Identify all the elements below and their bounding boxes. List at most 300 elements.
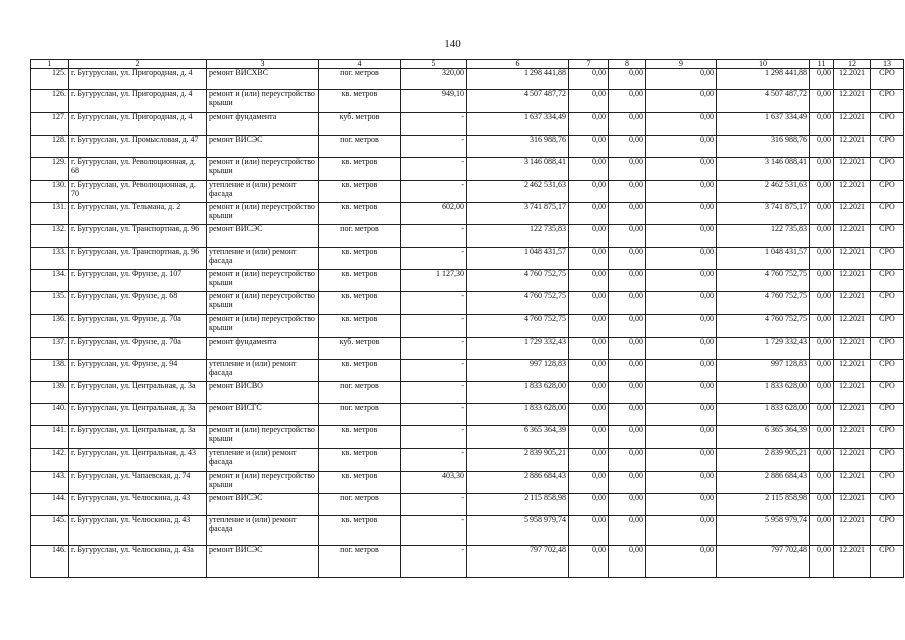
fund-cell: 0,00 [609,426,646,449]
fund-cell: 0,00 [609,203,646,225]
unit-cell: кв. метров [319,270,401,292]
total-cost-cell: 5 958 979,74 [467,516,569,546]
method-cell: СРО [871,203,904,225]
fund-cell: 0,00 [810,546,834,578]
row-number: 131. [31,203,69,225]
deadline-cell: 12.2021 [834,315,871,338]
method-cell: СРО [871,546,904,578]
method-cell: СРО [871,270,904,292]
fund-cell: 0,00 [646,203,717,225]
deadline-cell: 12.2021 [834,404,871,426]
total-cost-cell: 1 833 628,00 [467,404,569,426]
unit-cell: пог. метров [319,136,401,158]
page-number: 140 [444,38,461,50]
total-cost-cell: 4 507 487,72 [467,90,569,113]
fund-cell: 0,00 [810,516,834,546]
address-cell: г. Бугуруслан, ул. Транспортная, д. 96 [69,248,207,270]
unit-cell: кв. метров [319,360,401,382]
quantity-cell: 403,30 [401,472,467,494]
deadline-cell: 12.2021 [834,248,871,270]
column-header: 10 [717,60,810,69]
fund-cell: 0,00 [569,382,609,404]
fund-cell: 0,00 [646,270,717,292]
total-cost-cell: 3 741 875,17 [467,203,569,225]
row-number: 137. [31,338,69,360]
fund-cell: 0,00 [609,494,646,516]
total-cost-cell: 6 365 364,39 [467,426,569,449]
table-row [31,315,904,338]
row-number: 134. [31,270,69,292]
fund-cell: 0,00 [609,360,646,382]
address-cell: г. Бугуруслан, ул. Центральная, д. 3а [69,404,207,426]
deadline-cell: 12.2021 [834,90,871,113]
work-type-cell: утепление и (или) ремонт фасада [207,360,319,382]
work-type-cell: утепление и (или) ремонт фасада [207,181,319,203]
fund-cell: 0,00 [810,426,834,449]
deadline-cell: 12.2021 [834,136,871,158]
row-number: 127. [31,113,69,136]
work-type-cell: ремонт фундамента [207,113,319,136]
fund-cell: 0,00 [810,382,834,404]
unit-cell: куб. метров [319,113,401,136]
total-cost-cell: 4 760 752,75 [467,315,569,338]
work-type-cell: ремонт и (или) переустройство крыши [207,426,319,449]
column-header: 8 [609,60,646,69]
deadline-cell: 12.2021 [834,69,871,90]
unit-cell: кв. метров [319,90,401,113]
owner-funds-cell: 1 048 431,57 [717,248,810,270]
fund-cell: 0,00 [810,136,834,158]
address-cell: г. Бугуруслан, ул. Пригородная, д. 4 [69,69,207,90]
deadline-cell: 12.2021 [834,360,871,382]
fund-cell: 0,00 [646,225,717,248]
fund-cell: 0,00 [569,181,609,203]
unit-cell: кв. метров [319,315,401,338]
owner-funds-cell: 1 833 628,00 [717,404,810,426]
work-type-cell: ремонт и (или) переустройство крыши [207,90,319,113]
fund-cell: 0,00 [646,360,717,382]
method-cell: СРО [871,404,904,426]
fund-cell: 0,00 [646,158,717,181]
unit-cell: пог. метров [319,546,401,578]
fund-cell: 0,00 [569,360,609,382]
fund-cell: 0,00 [609,136,646,158]
quantity-cell: - [401,449,467,472]
unit-cell: кв. метров [319,292,401,315]
fund-cell: 0,00 [810,360,834,382]
table-row [31,360,904,382]
address-cell: г. Бугуруслан, ул. Пригородная, д. 4 [69,113,207,136]
deadline-cell: 12.2021 [834,225,871,248]
fund-cell: 0,00 [569,426,609,449]
table-row [31,449,904,472]
total-cost-cell: 1 048 431,57 [467,248,569,270]
owner-funds-cell: 3 146 088,41 [717,158,810,181]
row-number: 136. [31,315,69,338]
fund-cell: 0,00 [569,248,609,270]
total-cost-cell: 2 462 531,63 [467,181,569,203]
address-cell: г. Бугуруслан, ул. Тельмана, д. 2 [69,203,207,225]
owner-funds-cell: 6 365 364,39 [717,426,810,449]
table-row [31,292,904,315]
row-number: 133. [31,248,69,270]
owner-funds-cell: 2 115 858,98 [717,494,810,516]
deadline-cell: 12.2021 [834,546,871,578]
unit-cell: кв. метров [319,248,401,270]
column-header: 12 [834,60,871,69]
fund-cell: 0,00 [609,472,646,494]
unit-cell: кв. метров [319,203,401,225]
quantity-cell: 1 127,30 [401,270,467,292]
owner-funds-cell: 122 735,83 [717,225,810,248]
method-cell: СРО [871,248,904,270]
row-number: 126. [31,90,69,113]
fund-cell: 0,00 [810,494,834,516]
total-cost-cell: 2 839 905,21 [467,449,569,472]
column-header: 9 [646,60,717,69]
row-number: 142. [31,449,69,472]
fund-cell: 0,00 [569,69,609,90]
unit-cell: кв. метров [319,449,401,472]
work-type-cell: ремонт ВИСВО [207,382,319,404]
address-cell: г. Бугуруслан, ул. Фрунзе, д. 70а [69,315,207,338]
fund-cell: 0,00 [609,69,646,90]
fund-cell: 0,00 [609,270,646,292]
quantity-cell: 320,00 [401,69,467,90]
row-number: 130. [31,181,69,203]
address-cell: г. Бугуруслан, ул. Революционная, д. 70 [69,181,207,203]
fund-cell: 0,00 [609,181,646,203]
fund-cell: 0,00 [646,449,717,472]
unit-cell: пог. метров [319,225,401,248]
table-row [31,158,904,181]
fund-cell: 0,00 [810,203,834,225]
total-cost-cell: 1 833 628,00 [467,382,569,404]
unit-cell: пог. метров [319,404,401,426]
table-row [31,270,904,292]
quantity-cell: - [401,315,467,338]
quantity-cell: - [401,360,467,382]
method-cell: СРО [871,90,904,113]
table-body [31,69,904,578]
table-row [31,69,904,90]
work-type-cell: ремонт и (или) переустройство крыши [207,158,319,181]
total-cost-cell: 316 988,76 [467,136,569,158]
address-cell: г. Бугуруслан, ул. Челюскина, д. 43а [69,546,207,578]
address-cell: г. Бугуруслан, ул. Пригородная, д. 4 [69,90,207,113]
row-number: 135. [31,292,69,315]
address-cell: г. Бугуруслан, ул. Челюскина, д. 43 [69,516,207,546]
owner-funds-cell: 1 637 334,49 [717,113,810,136]
column-header: 7 [569,60,609,69]
address-cell: г. Бугуруслан, ул. Революционная, д. 68 [69,158,207,181]
row-number: 138. [31,360,69,382]
fund-cell: 0,00 [810,270,834,292]
table-row [31,203,904,225]
method-cell: СРО [871,382,904,404]
table-row [31,181,904,203]
fund-cell: 0,00 [646,472,717,494]
fund-cell: 0,00 [810,315,834,338]
column-number-header [31,60,904,69]
fund-cell: 0,00 [810,472,834,494]
fund-cell: 0,00 [810,404,834,426]
method-cell: СРО [871,472,904,494]
fund-cell: 0,00 [810,69,834,90]
fund-cell: 0,00 [646,516,717,546]
fund-cell: 0,00 [646,338,717,360]
address-cell: г. Бугуруслан, ул. Центральная, д. 3а [69,426,207,449]
quantity-cell: - [401,426,467,449]
fund-cell: 0,00 [569,404,609,426]
fund-cell: 0,00 [609,292,646,315]
method-cell: СРО [871,315,904,338]
unit-cell: куб. метров [319,338,401,360]
table-row [31,494,904,516]
owner-funds-cell: 5 958 979,74 [717,516,810,546]
fund-cell: 0,00 [609,404,646,426]
table-row [31,472,904,494]
fund-cell: 0,00 [609,382,646,404]
column-header: 11 [810,60,834,69]
work-type-cell: ремонт и (или) переустройство крыши [207,315,319,338]
column-header: 13 [871,60,904,69]
row-number: 141. [31,426,69,449]
row-number: 146. [31,546,69,578]
deadline-cell: 12.2021 [834,494,871,516]
fund-cell: 0,00 [810,158,834,181]
fund-cell: 0,00 [569,292,609,315]
owner-funds-cell: 4 760 752,75 [717,292,810,315]
fund-cell: 0,00 [609,248,646,270]
owner-funds-cell: 1 729 332,43 [717,338,810,360]
work-type-cell: ремонт ВИСЭС [207,225,319,248]
fund-cell: 0,00 [569,494,609,516]
table-row [31,516,904,546]
fund-cell: 0,00 [569,158,609,181]
fund-cell: 0,00 [609,315,646,338]
method-cell: СРО [871,449,904,472]
fund-cell: 0,00 [569,225,609,248]
fund-cell: 0,00 [646,136,717,158]
owner-funds-cell: 797 702,48 [717,546,810,578]
owner-funds-cell: 997 128,83 [717,360,810,382]
unit-cell: пог. метров [319,69,401,90]
work-type-cell: ремонт и (или) переустройство крыши [207,292,319,315]
deadline-cell: 12.2021 [834,113,871,136]
fund-cell: 0,00 [810,225,834,248]
owner-funds-cell: 2 462 531,63 [717,181,810,203]
fund-cell: 0,00 [609,338,646,360]
column-header: 3 [207,60,319,69]
method-cell: СРО [871,494,904,516]
table-row [31,382,904,404]
table-row [31,404,904,426]
method-cell: СРО [871,516,904,546]
total-cost-cell: 2 886 684,43 [467,472,569,494]
deadline-cell: 12.2021 [834,338,871,360]
fund-cell: 0,00 [609,158,646,181]
table-row [31,90,904,113]
fund-cell: 0,00 [609,449,646,472]
method-cell: СРО [871,338,904,360]
fund-cell: 0,00 [646,404,717,426]
total-cost-cell: 122 735,83 [467,225,569,248]
owner-funds-cell: 3 741 875,17 [717,203,810,225]
fund-cell: 0,00 [646,426,717,449]
table-row [31,546,904,578]
fund-cell: 0,00 [609,516,646,546]
deadline-cell: 12.2021 [834,516,871,546]
deadline-cell: 12.2021 [834,292,871,315]
row-number: 139. [31,382,69,404]
address-cell: г. Бугуруслан, ул. Фрунзе, д. 107 [69,270,207,292]
owner-funds-cell: 2 839 905,21 [717,449,810,472]
row-number: 143. [31,472,69,494]
deadline-cell: 12.2021 [834,181,871,203]
fund-cell: 0,00 [646,113,717,136]
address-cell: г. Бугуруслан, ул. Транспортная, д. 96 [69,225,207,248]
row-number: 140. [31,404,69,426]
quantity-cell: - [401,494,467,516]
quantity-cell: - [401,404,467,426]
owner-funds-cell: 4 760 752,75 [717,270,810,292]
owner-funds-cell: 1 833 628,00 [717,382,810,404]
method-cell: СРО [871,426,904,449]
work-type-cell: ремонт ВИСХВС [207,69,319,90]
deadline-cell: 12.2021 [834,382,871,404]
owner-funds-cell: 316 988,76 [717,136,810,158]
method-cell: СРО [871,360,904,382]
fund-cell: 0,00 [646,69,717,90]
method-cell: СРО [871,69,904,90]
fund-cell: 0,00 [810,248,834,270]
fund-cell: 0,00 [569,136,609,158]
work-type-cell: ремонт и (или) переустройство крыши [207,203,319,225]
fund-cell: 0,00 [646,382,717,404]
total-cost-cell: 1 298 441,88 [467,69,569,90]
quantity-cell: - [401,248,467,270]
method-cell: СРО [871,225,904,248]
header-row [31,60,904,69]
total-cost-cell: 1 729 332,43 [467,338,569,360]
unit-cell: кв. метров [319,472,401,494]
deadline-cell: 12.2021 [834,158,871,181]
fund-cell: 0,00 [569,90,609,113]
row-number: 125. [31,69,69,90]
fund-cell: 0,00 [646,90,717,113]
fund-cell: 0,00 [569,472,609,494]
fund-cell: 0,00 [609,546,646,578]
address-cell: г. Бугуруслан, ул. Фрунзе, д. 70а [69,338,207,360]
work-type-cell: утепление и (или) ремонт фасада [207,516,319,546]
quantity-cell: - [401,338,467,360]
total-cost-cell: 1 637 334,49 [467,113,569,136]
fund-cell: 0,00 [569,546,609,578]
unit-cell: кв. метров [319,181,401,203]
row-number: 129. [31,158,69,181]
method-cell: СРО [871,158,904,181]
total-cost-cell: 4 760 752,75 [467,270,569,292]
work-type-cell: ремонт ВИСГС [207,404,319,426]
quantity-cell: - [401,158,467,181]
address-cell: г. Бугуруслан, ул. Центральная, д. 3а [69,382,207,404]
fund-cell: 0,00 [646,494,717,516]
method-cell: СРО [871,292,904,315]
quantity-cell: - [401,292,467,315]
address-cell: г. Бугуруслан, ул. Фрунзе, д. 68 [69,292,207,315]
quantity-cell: - [401,136,467,158]
fund-cell: 0,00 [569,449,609,472]
unit-cell: кв. метров [319,516,401,546]
work-type-cell: ремонт ВИСЭС [207,546,319,578]
fund-cell: 0,00 [646,315,717,338]
fund-cell: 0,00 [646,181,717,203]
unit-cell: пог. метров [319,382,401,404]
row-number: 132. [31,225,69,248]
owner-funds-cell: 2 886 684,43 [717,472,810,494]
fund-cell: 0,00 [810,338,834,360]
owner-funds-cell: 1 298 441,88 [717,69,810,90]
column-header: 6 [467,60,569,69]
deadline-cell: 12.2021 [834,270,871,292]
fund-cell: 0,00 [810,292,834,315]
row-number: 145. [31,516,69,546]
work-type-cell: утепление и (или) ремонт фасада [207,449,319,472]
unit-cell: пог. метров [319,494,401,516]
address-cell: г. Бугуруслан, ул. Чапаевская, д. 74 [69,472,207,494]
repair-register-table [30,59,904,578]
method-cell: СРО [871,113,904,136]
table-row [31,113,904,136]
fund-cell: 0,00 [569,270,609,292]
work-type-cell: ремонт и (или) переустройство крыши [207,270,319,292]
fund-cell: 0,00 [810,181,834,203]
unit-cell: кв. метров [319,426,401,449]
column-header: 1 [31,60,69,69]
total-cost-cell: 797 702,48 [467,546,569,578]
deadline-cell: 12.2021 [834,203,871,225]
owner-funds-cell: 4 760 752,75 [717,315,810,338]
fund-cell: 0,00 [569,338,609,360]
fund-cell: 0,00 [569,203,609,225]
method-cell: СРО [871,181,904,203]
fund-cell: 0,00 [609,225,646,248]
method-cell: СРО [871,136,904,158]
column-header: 2 [69,60,207,69]
table-row [31,338,904,360]
fund-cell: 0,00 [569,315,609,338]
quantity-cell: - [401,382,467,404]
work-type-cell: ремонт фундамента [207,338,319,360]
work-type-cell: ремонт ВИСЭС [207,494,319,516]
fund-cell: 0,00 [569,113,609,136]
fund-cell: 0,00 [646,546,717,578]
table-row [31,248,904,270]
address-cell: г. Бугуруслан, ул. Челюскина, д. 43 [69,494,207,516]
fund-cell: 0,00 [810,449,834,472]
table-row [31,136,904,158]
fund-cell: 0,00 [646,248,717,270]
work-type-cell: утепление и (или) ремонт фасада [207,248,319,270]
total-cost-cell: 4 760 752,75 [467,292,569,315]
table-row [31,225,904,248]
column-header: 5 [401,60,467,69]
row-number: 144. [31,494,69,516]
total-cost-cell: 2 115 858,98 [467,494,569,516]
fund-cell: 0,00 [609,113,646,136]
address-cell: г. Бугуруслан, ул. Промысловая, д. 47 [69,136,207,158]
